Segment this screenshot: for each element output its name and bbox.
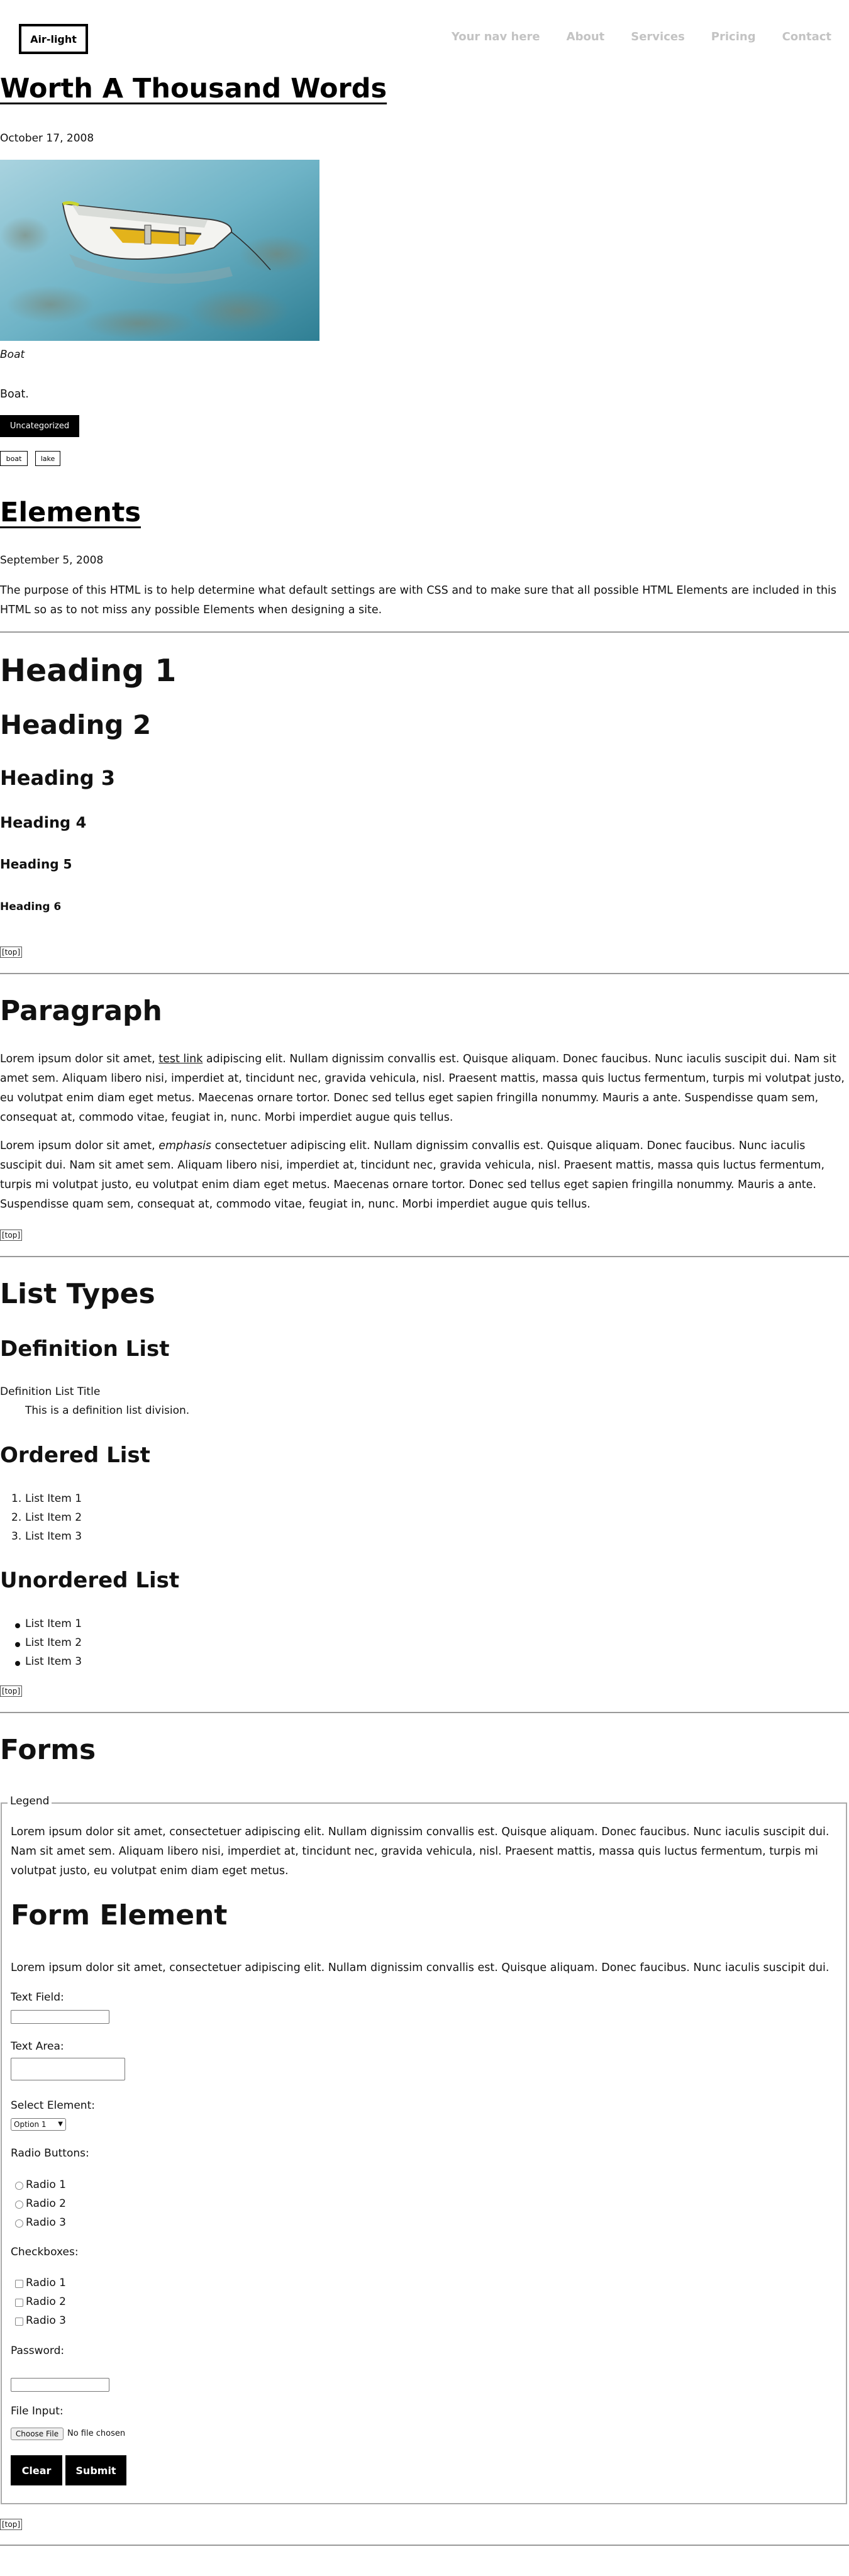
ordered-list-item: List Item 2 — [25, 1511, 82, 1524]
site-logo[interactable]: Air-light — [19, 24, 88, 54]
paragraph-text: consectetuer adipiscing elit. Nullam dignissim convallis est. Quisque aliquam. Donec faucibus. Nunc iaculis suscipit dui. Nam sit amet sem. Aliquam libero nisi, imperdiet at, tincidunt nec, gravida vehicula, nisl. Praesent mattis, massa quis luctus fermentum, turpis mi volutpat justo, eu volutpat enim diam eget metus. Maecenas ornare tortor. Donec sed tellus eget sapien fringilla nonummy. Mauris a ante. Suspendisse quam sem, consequat at, commodo vitae, feugiat in, nunc. Morbi imperdiet augue quis tellus. — [0, 1140, 825, 1211]
ordered-item-number: 3. — [11, 1530, 22, 1543]
heading-1: Heading 1 — [0, 653, 177, 689]
bullet-icon — [15, 1661, 20, 1666]
post-title-elements[interactable]: Elements — [0, 497, 142, 528]
text-field-label: Text Field: — [11, 1991, 64, 2004]
ordered-list-title: Ordered List — [0, 1443, 150, 1468]
radio-label: Radio 3 — [26, 2216, 66, 2229]
password-input[interactable] — [11, 2378, 109, 2392]
checkboxes-label: Checkboxes: — [11, 2246, 79, 2258]
nav-item-contact[interactable]: Contact — [782, 30, 831, 43]
emphasis-text: emphasis — [158, 1140, 212, 1152]
paragraph-with-link — [0, 1050, 848, 1128]
section-title-list-types: List Types — [0, 1278, 155, 1310]
form-paragraph: Lorem ipsum dolor sit amet, consectetuer adipiscing elit. Nullam dignissim convallis est. Quisque aliquam. Donec faucibus. Nunc iaculis suscipit dui. — [11, 1962, 830, 1974]
nav-item-services[interactable]: Services — [631, 30, 685, 43]
divider — [0, 1712, 849, 1713]
unordered-list-title: Unordered List — [0, 1568, 180, 1593]
password-label: Password: — [11, 2345, 65, 2357]
heading-6: Heading 6 — [0, 901, 62, 913]
heading-5: Heading 5 — [0, 857, 72, 872]
divider — [0, 631, 849, 633]
heading-4: Heading 4 — [0, 814, 87, 831]
choose-file-button[interactable]: Choose File — [11, 2428, 64, 2440]
checkbox[interactable] — [15, 2318, 23, 2326]
top-link[interactable]: [top] — [0, 1230, 22, 1241]
radio-button[interactable] — [15, 2219, 23, 2228]
unordered-list-item: List Item 1 — [25, 1618, 82, 1630]
nav-item-your-nav-here[interactable]: Your nav here — [451, 30, 540, 43]
boat-photo — [0, 160, 319, 341]
paragraph-text: Lorem ipsum dolor sit amet, — [0, 1053, 159, 1065]
site-header — [0, 0, 849, 77]
legend-paragraph: Lorem ipsum dolor sit amet, consectetuer adipiscing elit. Nullam dignissim convallis est. Quisque aliquam. Donec faucibus. Nunc iaculis suscipit dui. Nam sit amet sem. Aliquam libero nisi, imperdiet at, tincidunt nec, gravida vehicula, nisl. Praesent mattis, massa quis luctus fermentum, turpis mi volutpat justo, eu volutpat enim diam eget metus. — [11, 1826, 830, 1877]
divider — [0, 1256, 849, 1257]
text-area-input[interactable] — [11, 2058, 125, 2080]
post-date: September 5, 2008 — [0, 554, 104, 567]
divider — [0, 973, 849, 974]
heading-3: Heading 3 — [0, 766, 116, 790]
radio-button[interactable] — [15, 2182, 23, 2190]
post-body: Boat. — [0, 388, 29, 401]
checkbox[interactable] — [15, 2280, 23, 2288]
select-element[interactable] — [11, 2118, 66, 2131]
post-title-worth-a-thousand-words[interactable]: Worth A Thousand Words — [0, 73, 387, 104]
radio-label: Radio 2 — [26, 2197, 66, 2210]
tag-boat[interactable]: boat — [0, 451, 28, 466]
clear-button[interactable]: Clear — [11, 2455, 62, 2485]
top-link[interactable]: [top] — [0, 2519, 22, 2530]
post-date: October 17, 2008 — [0, 132, 94, 145]
nav-item-about[interactable]: About — [566, 30, 605, 43]
category-badge[interactable]: Uncategorized — [0, 415, 79, 437]
select-label: Select Element: — [11, 2099, 95, 2112]
chevron-down-icon: ▼ — [58, 2121, 63, 2128]
ordered-list-item: List Item 1 — [25, 1492, 82, 1505]
tag-lake[interactable]: lake — [35, 451, 60, 466]
file-status-text: No file chosen — [67, 2429, 126, 2438]
ordered-item-number: 2. — [11, 1511, 22, 1524]
unordered-list-item: List Item 3 — [25, 1655, 82, 1668]
checkbox-label: Radio 3 — [26, 2314, 66, 2327]
definition-term: Definition List Title — [0, 1385, 101, 1398]
radio-button[interactable] — [15, 2201, 23, 2209]
boat-image — [0, 160, 319, 341]
definition-list-title: Definition List — [0, 1336, 170, 1362]
top-link[interactable]: [top] — [0, 1685, 22, 1697]
form-element-title: Form Element — [11, 1899, 228, 1931]
radio-label: Radio 1 — [26, 2179, 66, 2191]
bullet-icon — [15, 1623, 20, 1628]
checkbox-label: Radio 1 — [26, 2277, 66, 2289]
select-value: Option 1 — [14, 2120, 47, 2129]
test-link[interactable]: test link — [158, 1053, 203, 1065]
paragraph-text: adipiscing elit. Nullam dignissim convallis est. Quisque aliquam. Donec faucibus. Nunc iaculis suscipit dui. Nam sit amet sem. Aliquam libero nisi, imperdiet at, tincidunt nec, gravida vehicula, nisl. Praesent mattis, massa quis luctus fermentum, turpis mi volutpat justo, eu volutpat enim diam eget metus. Maecenas ornare tortor. Donec sed tellus eget sapien fringilla nonummy. Mauris a ante. Suspendisse quam sem, consequat at, commodo vitae, feugiat in, nunc. Morbi imperdiet augue quis tellus. — [0, 1053, 845, 1124]
submit-button[interactable]: Submit — [65, 2455, 126, 2485]
checkbox[interactable] — [15, 2299, 23, 2307]
file-input-label: File Input: — [11, 2405, 64, 2418]
bullet-icon — [15, 1642, 20, 1647]
divider — [0, 2545, 849, 2546]
fieldset-legend: Legend — [8, 1795, 52, 1807]
text-field-input[interactable] — [11, 2010, 109, 2024]
paragraph-with-emphasis — [0, 1136, 848, 1214]
checkbox-label: Radio 2 — [26, 2296, 66, 2308]
section-title-paragraph: Paragraph — [0, 995, 162, 1027]
ordered-item-number: 1. — [11, 1492, 22, 1505]
top-link[interactable]: [top] — [0, 947, 22, 958]
section-title-forms: Forms — [0, 1734, 96, 1766]
main-nav — [452, 30, 831, 43]
ordered-list-item: List Item 3 — [25, 1530, 82, 1543]
definition-description: This is a definition list division. — [25, 1404, 190, 1417]
nav-item-pricing[interactable]: Pricing — [711, 30, 756, 43]
text-area-label: Text Area: — [11, 2040, 64, 2053]
intro-paragraph: The purpose of this HTML is to help determine what default settings are with CSS and to make sure that all possible HTML Elements are included in this HTML so as to not miss any possible Elements when designing a site. — [0, 584, 837, 616]
paragraph-text: Lorem ipsum dolor sit amet, — [0, 1140, 159, 1152]
radio-buttons-label: Radio Buttons: — [11, 2147, 89, 2160]
image-caption: Boat — [0, 348, 25, 361]
heading-2: Heading 2 — [0, 709, 152, 740]
unordered-list-item: List Item 2 — [25, 1636, 82, 1649]
